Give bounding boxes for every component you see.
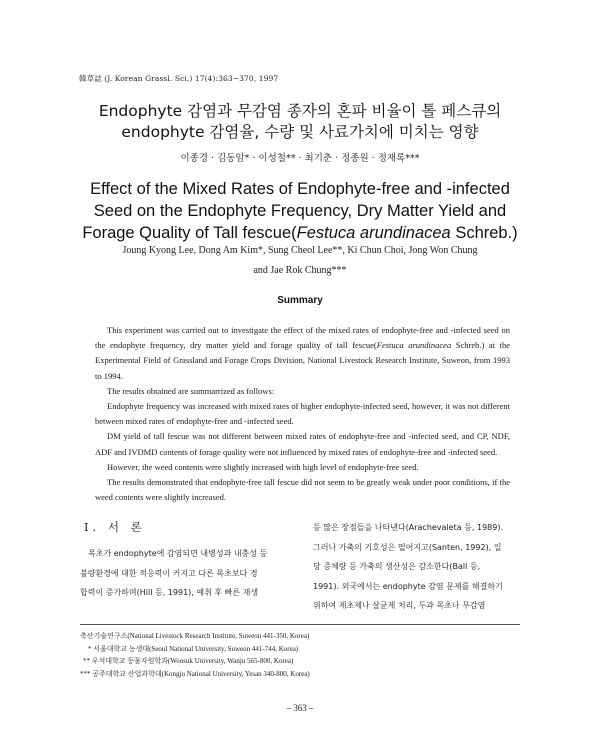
body-column-right	[313, 518, 528, 616]
summary-heading: Summary	[277, 295, 323, 306]
summary-paragraph-3: Endophyte frequency was increased with mixed rates of higher endophyte-infected seed, however, it was not different between mixed rates of endophyte-free and -infected seed.	[95, 401, 510, 427]
summary-p1-species: Festuca arundinacea	[376, 340, 452, 351]
english-title-line-3-prefix: Forage Quality of Tall fescue(	[82, 224, 297, 242]
summary-paragraph-6: The results demonstrated that endophyte-free tall fescue did not seem to be greatly weak under poor conditions, if the weed contents were slightly increased.	[95, 477, 510, 503]
summary-paragraph-5: However, the weed contents were slightly increased with high level of endophyte-free seed.	[107, 461, 419, 472]
english-title-line-3	[0, 222, 600, 244]
summary-p1-text-a: This experiment was carried out to investigate the effect of the mixed rates of endophyte-free and -infected seed on the endophyte frequency, dry matter yield and forage quality of tall fescue(	[95, 325, 510, 351]
footnote-affiliation-3: ** 우석대학교 동물자원학과(Woosuk University, Wanju 565-800, Korea)	[83, 657, 294, 665]
summary-body	[95, 323, 510, 505]
english-title-species-name: Festuca arundinacea	[296, 224, 451, 242]
journal-citation: 韓草誌 (J. Korean Grassl. Sci.) 17(4):363~370, 1997	[79, 74, 279, 83]
korean-title-line-1: Endophyte 감염과 무감염 종자의 혼파 비율이 톨 페스큐의	[98, 102, 502, 120]
english-authors-line-1: Joung Kyong Lee, Dong Am Kim*, Sung Cheol Lee**, Ki Chun Choi, Jong Won Chung	[122, 245, 478, 256]
english-title-line-1: Effect of the Mixed Rates of Endophyte-free and -infected	[90, 180, 510, 198]
body-column-left	[80, 518, 295, 603]
footnote-divider	[80, 624, 520, 625]
summary-paragraph-4: DM yield of tall fescue was not different between mixed rates of endophyte-free and -infected seed, and CP, NDF, ADF and IVDMD contents of forage quality were not influenced by mixed rates of endophyte-free and -infected seed.	[95, 431, 510, 457]
footnote-affiliation-4: *** 공주대학교 산업과학대(Kongju National University, Yesan 340-800, Korea)	[80, 669, 310, 678]
summary-p1-text-b: Schreb.) at the Experimental Field of Grassland and Forage Crops Division, National Livestock Research Institute, Suweon, from 1993 to 1994.	[95, 340, 510, 381]
intro-text-left: 목초가 endophyte에 감염되면 내병성과 내충성 등 불량환경에 대한 적응력이 커지고 다른 목초보다 경 합력이 증가하며(Hill 등, 1991), 예취 후 빠른 재생	[80, 549, 268, 597]
korean-authors: 이종경 · 김동암* · 이성철** · 최기춘 · 정종원 · 정재록***	[180, 153, 420, 164]
english-title-line-2: Seed on the Endophyte Frequency, Dry Matter Yield and	[93, 202, 507, 220]
footnote-affiliation-2: * 서울대학교 농생대(Seoul National University, Suweon 441-744, Korea)	[88, 644, 299, 653]
english-title-line-3-suffix: Schreb.)	[450, 224, 518, 242]
footnote-affiliation-1: 축산기술연구소(National Livestock Research Institute, Suweon 441-350, Korea)	[80, 632, 310, 640]
summary-paragraph-2: The results obtained are summarrized as follows:	[107, 385, 275, 396]
english-authors-line-2: and Jae Rok Chung***	[253, 265, 347, 276]
intro-text-right: 등 많은 장점들을 나타낸다(Arachevaleta 등, 1989). 그러나 가축의 기호성은 떨어지고(Santen, 1992), 일 당 증체량 등 가축의 생산성은 감소한다(Ball 등, 1991). 외국에서는 endophyte 감염 문제를 해결하기 위하여 제초제나 살균제 처리, 두과 목초나 무감염	[313, 523, 504, 610]
summary-paragraph-1	[95, 323, 510, 384]
section-heading-introduction: Ⅰ. 서 론	[84, 520, 146, 534]
page-number: – 363 –	[286, 703, 314, 713]
korean-title-line-2: endophyte 감염율, 수량 및 사료가치에 미치는 영향	[121, 123, 479, 141]
footnotes	[80, 630, 520, 680]
